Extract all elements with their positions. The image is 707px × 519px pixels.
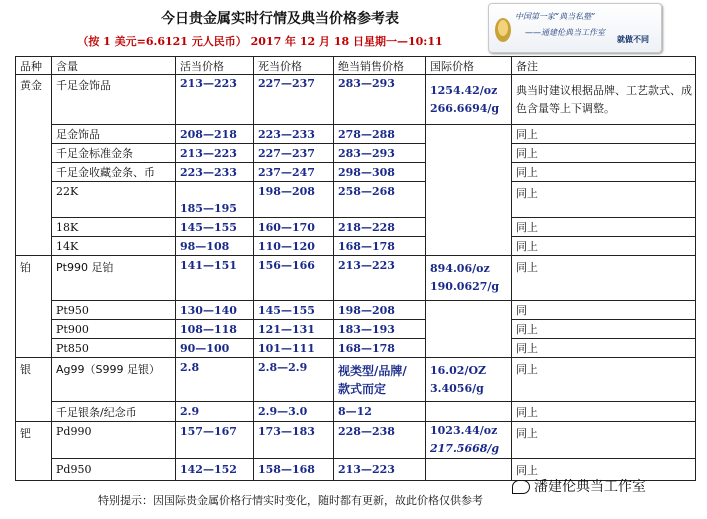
active-price-cell: 185—195: [176, 182, 254, 218]
table-row: [16, 125, 696, 144]
table-row: [16, 75, 696, 125]
content-cell: Ag99（S999 足银）: [52, 358, 176, 402]
intl-price-g: 190.0627/g: [430, 280, 500, 293]
studio-logo: [488, 3, 662, 53]
note-cell: 同: [512, 301, 696, 320]
dead-price-cell: 223—233: [254, 125, 334, 144]
sale-price-cell: 258—268: [334, 182, 426, 218]
header-active-price: 活当价格: [176, 57, 254, 75]
header-sale-price: 绝当销售价格: [334, 57, 426, 75]
active-price-cell: 208—218: [176, 125, 254, 144]
sale-price-cell: 278—288: [334, 125, 426, 144]
dead-price-cell: 198—208: [254, 182, 334, 218]
sale-price-line-1: 视类型/品牌/: [338, 363, 407, 378]
page-title: 今日贵金属实时行情及典当价格参考表: [161, 11, 399, 27]
logo-line-2: ——通建伦典当工作室: [525, 28, 605, 37]
dead-price-cell: 158—168: [254, 459, 334, 481]
intl-price-cell: [426, 301, 512, 358]
logo-line-1: 中国第一家“典当私塾”: [515, 12, 596, 21]
table-row: [16, 422, 696, 459]
active-price-cell: 2.9: [176, 402, 254, 422]
content-cell: Pd950: [52, 459, 176, 481]
sale-price-cell: 283—293: [334, 144, 426, 163]
note-cell: 同上: [512, 256, 696, 301]
content-cell: 14K: [52, 237, 176, 256]
content-cell: Pt900: [52, 320, 176, 339]
note-cell: 同上: [512, 182, 696, 218]
intl-price-g: 266.6694/g: [430, 101, 500, 115]
watermark: [512, 476, 646, 496]
sale-price-cell: 213—223: [334, 459, 426, 481]
content-cell: 22K: [52, 182, 176, 218]
intl-price-cell: [426, 125, 512, 256]
table-row: [16, 358, 696, 402]
type-cell: 钯: [16, 422, 52, 481]
header-content: 含量: [52, 57, 176, 75]
exchange-rate-subtitle: （按 1 美元=6.6121 元人民币） 2017 年 12 月 18 日星期一—10:11: [77, 35, 443, 48]
dead-price-cell: 101—111: [254, 339, 334, 358]
type-cell: 铂: [16, 256, 52, 358]
note-cell: 同上: [512, 144, 696, 163]
sale-price-cell: 183—193: [334, 320, 426, 339]
intl-price-cell: [426, 358, 512, 402]
active-price-cell: 108—118: [176, 320, 254, 339]
type-cell: 银: [16, 358, 52, 422]
sale-price-cell: 213—223: [334, 256, 426, 301]
table-row: [16, 182, 696, 218]
sale-price-cell: 168—178: [334, 237, 426, 256]
active-price-cell: 142—152: [176, 459, 254, 481]
logo-slogan: 就做不同: [617, 35, 649, 44]
active-price-cell: 213—223: [176, 144, 254, 163]
dead-price-cell: 121—131: [254, 320, 334, 339]
dead-price-cell: 173—183: [254, 422, 334, 459]
note-cell: 同上: [512, 218, 696, 237]
note-cell: 典当时建议根据品牌、工艺款式、成色含量等上下调整。: [512, 75, 696, 125]
table-row: [16, 320, 696, 339]
active-price-cell: 90—100: [176, 339, 254, 358]
table-row: [16, 256, 696, 301]
header-type: 品种: [16, 57, 52, 75]
active-price-cell: 223—233: [176, 163, 254, 182]
sale-price-cell: 198—208: [334, 301, 426, 320]
dead-price-cell: 227—237: [254, 144, 334, 163]
sale-price-cell: 298—308: [334, 163, 426, 182]
header-note: 备注: [512, 57, 696, 75]
header-intl-price: 国际价格: [426, 57, 512, 75]
active-price-cell: 130—140: [176, 301, 254, 320]
active-price-cell: 141—151: [176, 256, 254, 301]
chat-bubble-icon: [512, 480, 530, 494]
content-cell: 千足银条/纪念币: [52, 402, 176, 422]
dead-price-cell: 160—170: [254, 218, 334, 237]
intl-price-g: 3.4056/g: [430, 381, 484, 395]
intl-price-oz: 16.02/OZ: [430, 363, 487, 377]
intl-price-cell: [426, 256, 512, 301]
active-price-cell: 98—108: [176, 237, 254, 256]
active-price-cell: 157—167: [176, 422, 254, 459]
intl-price-cell: [426, 75, 512, 125]
note-cell: 同上: [512, 163, 696, 182]
dead-price-cell: 2.9—3.0: [254, 402, 334, 422]
note-cell: 同上: [512, 320, 696, 339]
dead-price-cell: 237—247: [254, 163, 334, 182]
content-cell: Pt850: [52, 339, 176, 358]
sale-price-line-2: 款式而定: [338, 381, 387, 396]
sale-price-cell: [334, 358, 426, 402]
note-cell: 同上: [512, 358, 696, 402]
content-cell: 千足金标准金条: [52, 144, 176, 163]
note-cell: 同上: [512, 422, 696, 459]
table-row: [16, 301, 696, 320]
sale-price-cell: 218—228: [334, 218, 426, 237]
table-row: [16, 218, 696, 237]
note-cell: 同上: [512, 459, 696, 481]
note-cell: 同上: [512, 125, 696, 144]
content-cell: 千足金收藏金条、币: [52, 163, 176, 182]
type-cell: 黄金: [16, 75, 52, 256]
dead-price-cell: 2.8—2.9: [254, 358, 334, 402]
content-cell: 千足金饰品: [52, 75, 176, 125]
intl-price-oz: 1254.42/oz: [430, 83, 498, 97]
dead-price-cell: 110—120: [254, 237, 334, 256]
intl-price-g: 217.5668/g: [430, 442, 500, 455]
active-price-cell: 2.8: [176, 358, 254, 402]
active-price-cell: 213—223: [176, 75, 254, 125]
intl-price-oz: 1023.44/oz: [430, 424, 498, 437]
intl-price-cell: [426, 422, 512, 459]
note-cell: 同上: [512, 339, 696, 358]
sale-price-cell: 168—178: [334, 339, 426, 358]
table-row: [16, 144, 696, 163]
sale-price-cell: 283—293: [334, 75, 426, 125]
table-header-row: [16, 57, 696, 75]
content-cell: Pd990: [52, 422, 176, 459]
dead-price-cell: 227—237: [254, 75, 334, 125]
table-row: [16, 339, 696, 358]
content-cell: Pt950: [52, 301, 176, 320]
note-cell: 同上: [512, 402, 696, 422]
intl-price-cell: [426, 459, 512, 481]
dead-price-cell: 156—166: [254, 256, 334, 301]
watermark-text: 潘建伦典当工作室: [534, 479, 646, 495]
content-cell: 18K: [52, 218, 176, 237]
table-row: [16, 163, 696, 182]
active-price-cell: 145—155: [176, 218, 254, 237]
price-table: [15, 56, 696, 481]
footer-notice: 特别提示：因国际贵金属价格行情实时变化，随时都有更新，故此价格仅供参考: [98, 494, 483, 507]
dead-price-cell: 145—155: [254, 301, 334, 320]
sale-price-cell: 8—12: [334, 402, 426, 422]
sale-price-cell: 228—238: [334, 422, 426, 459]
intl-price-oz: 894.06/oz: [430, 262, 490, 275]
table-row: [16, 402, 696, 422]
intl-price-cell: [426, 402, 512, 422]
content-cell: 足金饰品: [52, 125, 176, 144]
table-row: [16, 237, 696, 256]
content-cell: Pt990 足铂: [52, 256, 176, 301]
note-cell: 同上: [512, 237, 696, 256]
header-dead-price: 死当价格: [254, 57, 334, 75]
gold-ingot-icon: [493, 10, 513, 44]
